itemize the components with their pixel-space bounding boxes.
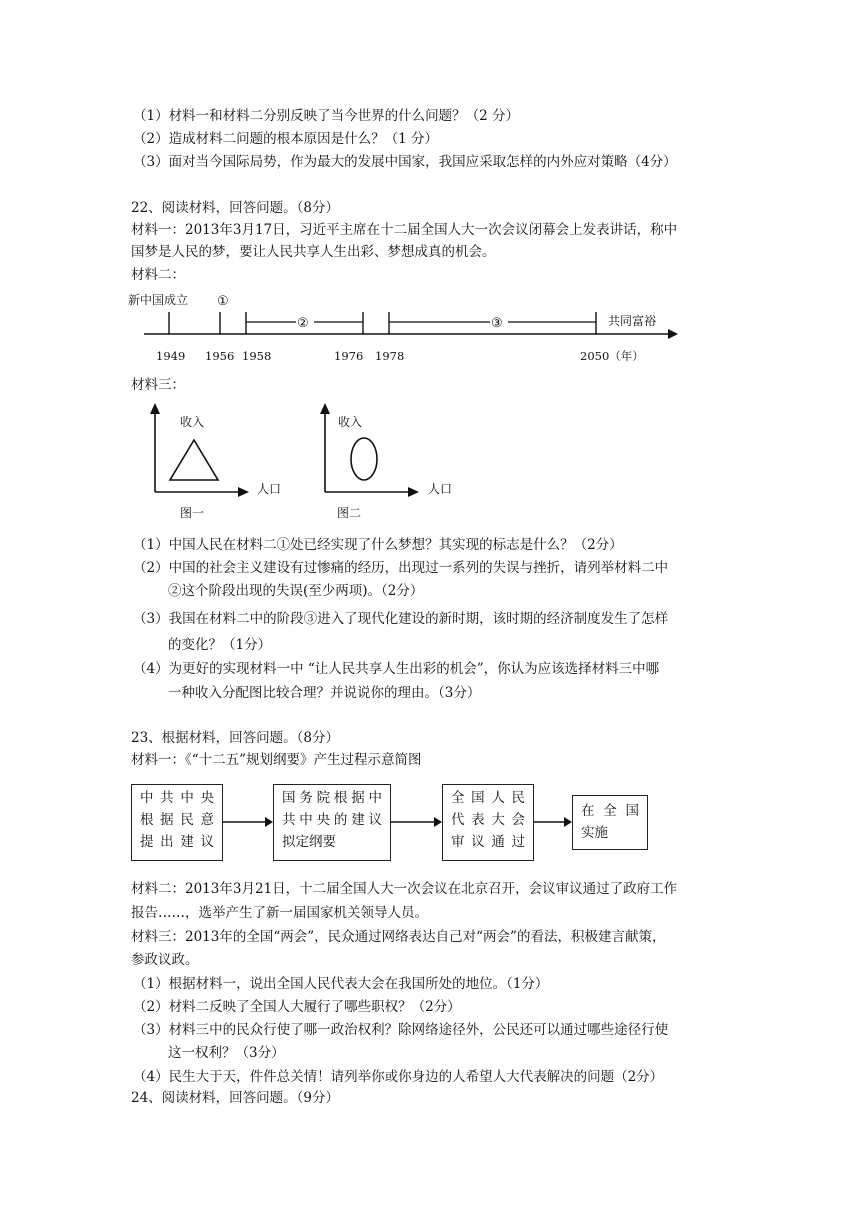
flow-box-1-line-1: 中共中央: [140, 790, 214, 806]
q23-question-2: （2）材料二反映了全国人大履行了哪些职权？（2分）: [133, 999, 461, 1015]
flow-box-3-line-2: 代表大会: [451, 812, 525, 828]
q22-question-4-line-2: 一种收入分配图比较合理？并说说你的理由。（3分）: [168, 685, 481, 701]
q23-material-1: 材料一：《“十二五”规划纲要》产生过程示意简图: [131, 752, 422, 768]
q22-material-1-line-1: 材料一：2013年3月17日，习近平主席在十二届全国人大一次会议闭幕会上发表讲话，称中: [131, 222, 678, 238]
graph-2-caption: 图二: [337, 506, 362, 520]
q21-item-2: （2）造成材料二问题的根本原因是什么？（1 分）: [133, 131, 438, 147]
timeline-year-1949: 1949: [156, 349, 186, 363]
timeline-mark-1: ①: [217, 294, 229, 309]
graph-1-x-label: 人口: [257, 482, 282, 496]
q23-question-3-line-1: （3）材料三中的民众行使了哪一政治权利？除网络途径外，公民还可以通过哪些途径行使: [133, 1022, 669, 1038]
graph-2-y-label: 收入: [338, 415, 363, 429]
q23-material-2-line-1: 材料二：2013年3月21日，十二届全国人大一次会议在北京召开，会议审议通过了政府工作: [131, 881, 678, 897]
q23-question-4: （4）民生大于天，件件总关情！请列举你或你身边的人希望人大代表解决的问题（2分）: [133, 1069, 664, 1085]
timeline-year-1958: 1958: [242, 349, 272, 363]
q22-question-4-line-1: （4）为更好的实现材料一中 “让人民共享人生出彩的机会”，你认为应该选择材料三中哪: [133, 661, 660, 677]
timeline-start-label: 新中国成立: [128, 293, 189, 307]
timeline-year-1978: 1978: [375, 349, 405, 363]
flow-box-2-line-1: 国务院根据中: [282, 790, 382, 806]
q22-title: 22、阅读材料，回答问题。（8分）: [131, 200, 340, 216]
q23-title: 23、根据材料，回答问题。（8分）: [131, 730, 340, 746]
timeline-year-1956: 1956: [205, 349, 235, 363]
q23-material-2-line-2: 报告……，选举产生了新一届国家机关领导人员。: [131, 905, 428, 921]
flow-box-1-line-3: 提出建议: [140, 834, 214, 850]
income-graph-2: [310, 400, 470, 524]
timeline-diagram: [120, 288, 680, 368]
q22-question-3-line-1: （3）我国在材料二中的阶段③进入了现代化建设的新时期，该时期的经济制度发生了怎样: [133, 611, 669, 627]
q23-material-3-line-2: 参政议政。: [131, 952, 199, 968]
q22-material-2-label: 材料二：: [131, 267, 185, 283]
q23-question-3-line-2: 这一权利？（3分）: [168, 1045, 285, 1061]
q21-item-3: （3）面对当今国际局势，作为最大的发展中国家，我国应采取怎样的内外应对策略（4分）: [133, 154, 677, 170]
timeline-year-1976: 1976: [334, 349, 364, 363]
graph-2-x-label: 人口: [428, 482, 453, 496]
flow-box-4-line-1: 在 全 国: [581, 803, 639, 819]
flow-box-2-line-2: 共中央的建议: [282, 812, 382, 828]
q24-title: 24、阅读材料，回答问题。（9分）: [131, 1090, 340, 1106]
q23-question-1: （1）根据材料一，说出全国人民代表大会在我国所处的地位。（1分）: [133, 976, 549, 992]
flow-box-4: [572, 795, 648, 850]
q22-question-2-line-2: ②这个阶段出现的失误(至少两项)。（2分）: [168, 583, 424, 599]
q22-question-1: （1）中国人民在材料二①处已经实现了什么梦想？其实现的标志是什么？（2分）: [133, 537, 623, 553]
timeline-end-label: 共同富裕: [608, 314, 657, 328]
q22-question-3-line-2: 的变化？（1分）: [168, 637, 272, 653]
q22-question-2-line-1: （2）中国的社会主义建设有过惨痛的经历，出现过一系列的失误与挫折，请列举材料二中: [133, 560, 669, 576]
income-graph-1: [140, 400, 300, 524]
flow-box-3-line-1: 全国人民: [451, 790, 525, 806]
flow-box-1: [131, 784, 223, 861]
flow-box-4-line-2: 实施: [581, 825, 608, 841]
q23-material-3-line-1: 材料三：2013年的全国“两会”，民众通过网络表达自己对“两会”的看法，积极建言献策，: [131, 929, 666, 945]
timeline-mark-2: ②: [297, 316, 309, 331]
flow-box-1-line-2: 根据民意: [140, 812, 214, 828]
flow-box-3-line-3: 审议通过: [451, 834, 525, 850]
timeline-year-2050: 2050（年）: [580, 349, 644, 363]
timeline-mark-3: ③: [491, 316, 503, 331]
graph-1-y-label: 收入: [180, 415, 205, 429]
graph-1-triangle: [170, 440, 218, 480]
q22-material-3-label: 材料三：: [131, 377, 185, 393]
q22-material-1-line-2: 国梦是人民的梦，要让人民共享人生出彩、梦想成真的机会。: [131, 244, 496, 260]
graph-2-ellipse: [351, 438, 377, 480]
q21-item-1: （1）材料一和材料二分别反映了当今世界的什么问题？（2 分）: [133, 108, 519, 124]
graph-1-caption: 图一: [180, 506, 205, 520]
flow-box-2-line-3: 拟定纲要: [282, 834, 336, 850]
timeline-arrow: [668, 329, 678, 339]
flow-arrows: [223, 810, 583, 834]
